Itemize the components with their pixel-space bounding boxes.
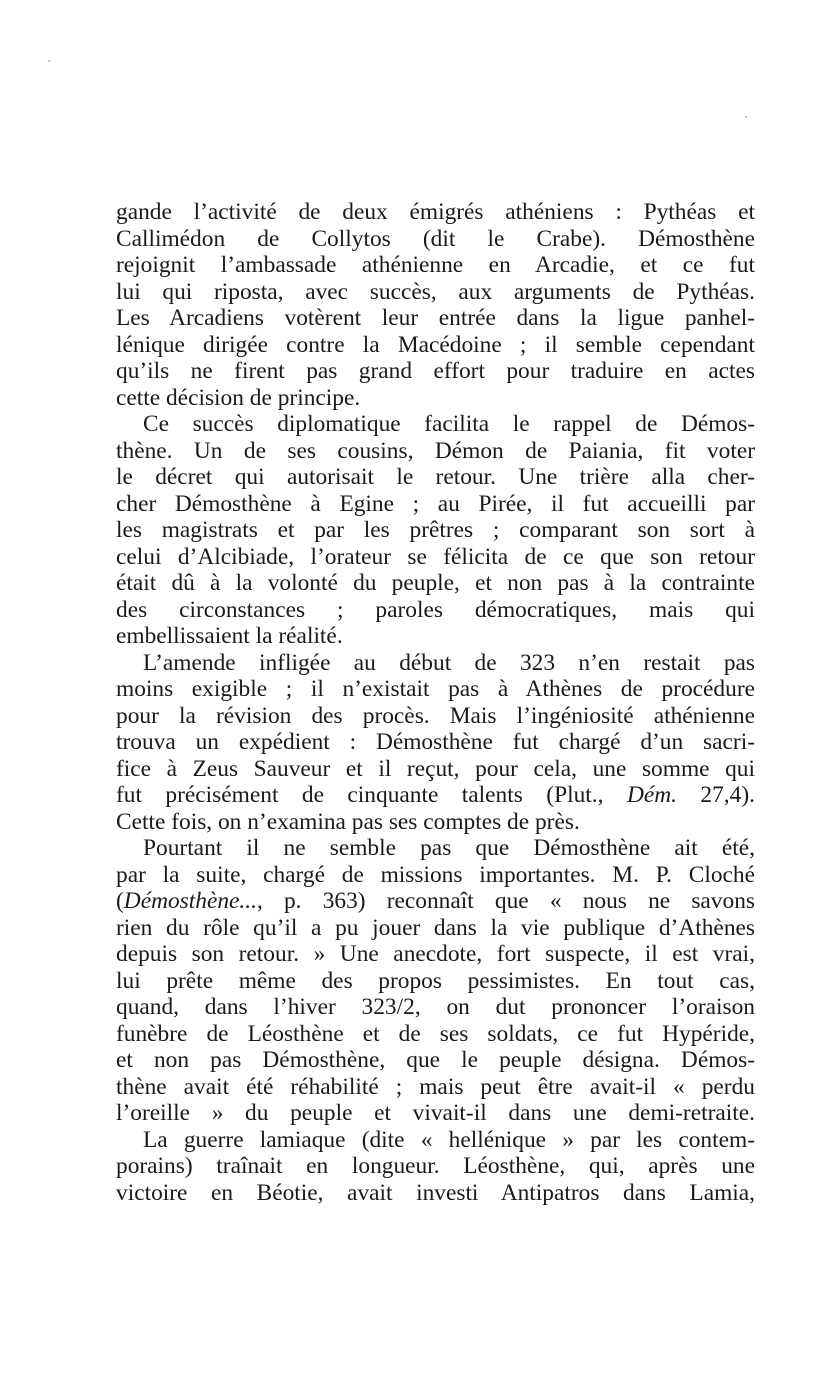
text-line: rejoignit l’ambassade athénienne en Arcadie, et ce fut — [116, 252, 755, 278]
text-line: fice à Zeus Sauveur et il reçut, pour cela, une somme qui — [116, 755, 755, 782]
text-line: Pourtant il ne semble pas que Démosthène ait été, — [143, 835, 755, 861]
text-line: Cette fois, on n’examina pas ses comptes de près. — [116, 808, 580, 835]
text-line: gande l’activité de deux émigrés athéniens : Pythéas et — [116, 199, 755, 225]
paragraph — [116, 1127, 755, 1207]
text-line: (Démosthène..., p. 363) reconnaît que « nous ne savons — [116, 888, 755, 914]
text-line: cher Démosthène à Egine ; au Pirée, il fut accueilli par — [116, 490, 755, 517]
page-body — [116, 199, 755, 1206]
text-line: porains) traînait en longueur. Léosthène, qui, après une — [116, 1153, 755, 1179]
text-line: par la suite, chargé de missions importantes. M. P. Cloché — [116, 861, 755, 888]
text-line: l’oreille » du peuple et vivait-il dans une demi-retraite. — [116, 1100, 755, 1126]
text-line: quand, dans l’hiver 323/2, on dut prononcer l’oraison — [116, 994, 755, 1020]
text-line: thène. Un de ses cousins, Démon de Paiania, fit voter — [116, 437, 755, 464]
text-line: lui prête même des propos pessimistes. En tout cas, — [116, 967, 755, 994]
text-line: trouva un expédient : Démosthène fut chargé d’un sacri- — [116, 729, 755, 755]
text-line: et non pas Démosthène, que le peuple désigna. Démos- — [116, 1047, 755, 1073]
text-line: les magistrats et par les prêtres ; comparant son sort à — [116, 517, 755, 543]
paragraph — [116, 650, 755, 836]
text-line: Ce succès diplomatique facilita le rappel de Démos- — [143, 411, 755, 437]
text-line: moins exigible ; il n’existait pas à Athènes de procédure — [116, 676, 755, 702]
text-line: funèbre de Léosthène et de ses soldats, ce fut Hypéride, — [116, 1020, 755, 1047]
text-line: pour la révision des procès. Mais l’ingéniosité athénienne — [116, 702, 755, 729]
text-line: cette décision de principe. — [116, 384, 361, 411]
page-speck — [745, 116, 747, 118]
text-line: depuis son retour. » Une anecdote, fort suspecte, il est vrai, — [116, 941, 755, 967]
text-line: celui d’Alcibiade, l’orateur se félicita de ce que son retour — [116, 543, 755, 570]
text-line: thène avait été réhabilité ; mais peut être avait-il « perdu — [116, 1073, 755, 1100]
text-line: rien du rôle qu’il a pu jouer dans la vie publique d’Athènes — [116, 914, 755, 941]
text-line: Callimédon de Collytos (dit le Crabe). Démosthène — [116, 225, 755, 252]
paragraph — [116, 411, 755, 650]
text-line: qu’ils ne firent pas grand effort pour traduire en actes — [116, 358, 755, 384]
text-line: le décret qui autorisait le retour. Une trière alla cher- — [116, 464, 755, 490]
text-line: fut précisément de cinquante talents (Plut., Dém. 27,4). — [116, 782, 755, 808]
text-line: lui qui riposta, avec succès, aux arguments de Pythéas. — [116, 278, 755, 305]
text-line: Les Arcadiens votèrent leur entrée dans la ligue panhel- — [116, 305, 755, 331]
page-speck — [48, 60, 50, 62]
paragraph — [116, 199, 755, 411]
text-line: des circonstances ; paroles démocratiques, mais qui — [116, 596, 755, 623]
text-line: L’amende infligée au début de 323 n’en restait pas — [143, 649, 755, 676]
paragraph — [116, 835, 755, 1127]
text-line: embellissaient la réalité. — [116, 623, 343, 649]
text-line: lénique dirigée contre la Macédoine ; il semble cependant — [116, 331, 755, 358]
text-line: victoire en Béotie, avait investi Antipatros dans Lamia, — [116, 1179, 755, 1206]
text-line: était dû à la volonté du peuple, et non pas à la contrainte — [116, 570, 755, 596]
text-line: La guerre lamiaque (dite « hellénique » par les contem- — [143, 1126, 755, 1153]
